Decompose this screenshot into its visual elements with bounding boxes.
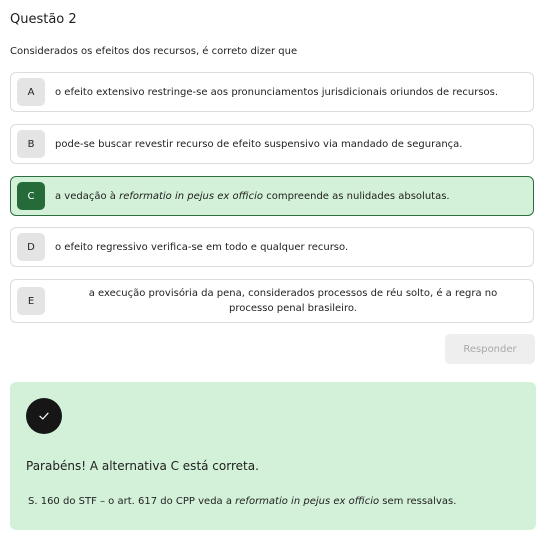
feedback-note-before: S. 160 do STF – o art. 617 do CPP veda a	[28, 496, 236, 507]
option-c-text	[55, 189, 525, 204]
option-c-text-after: compreende as nulidades absolutas.	[263, 191, 450, 202]
feedback-note-italic: reformatio in pejus ex officio	[235, 496, 380, 507]
question-prompt: Considerados os efeitos dos recursos, é correto dizer que	[10, 46, 298, 57]
option-b-text: pode-se buscar revestir recurso de efeito suspensivo via mandado de segurança.	[55, 139, 463, 150]
option-b-letter: B	[17, 130, 45, 158]
option-e-letter: E	[17, 287, 45, 315]
feedback-note-after: sem ressalvas.	[379, 496, 457, 507]
submit-button[interactable]: Responder	[445, 334, 535, 364]
option-e[interactable]	[10, 279, 534, 323]
option-e-text	[61, 286, 525, 316]
option-c-text-italic: reformatio in pejus ex officio	[119, 191, 264, 202]
option-a-text: o efeito extensivo restringe-se aos pronunciamentos jurisdicionais oriundos de recursos.	[55, 87, 499, 98]
option-e-text-line2: processo penal brasileiro.	[229, 303, 357, 314]
check-icon-glyph	[37, 409, 51, 423]
option-a-letter: A	[17, 78, 45, 106]
feedback-panel	[10, 382, 536, 530]
option-d-text: o efeito regressivo verifica-se em todo e qualquer recurso.	[55, 242, 349, 253]
check-icon	[26, 398, 62, 434]
question-title: Questão 2	[10, 12, 77, 27]
option-a[interactable]	[10, 72, 534, 112]
option-d[interactable]	[10, 227, 534, 267]
feedback-note	[28, 496, 456, 507]
option-c-text-before: a vedação à	[55, 191, 120, 202]
option-c[interactable]	[10, 176, 534, 216]
feedback-title: Parabéns! A alternativa C está correta.	[26, 459, 259, 473]
option-c-letter: C	[17, 182, 45, 210]
option-d-letter: D	[17, 233, 45, 261]
option-e-text-line1: a execução provisória da pena, considerados processos de réu solto, é a regra no	[88, 288, 498, 299]
option-b[interactable]	[10, 124, 534, 164]
